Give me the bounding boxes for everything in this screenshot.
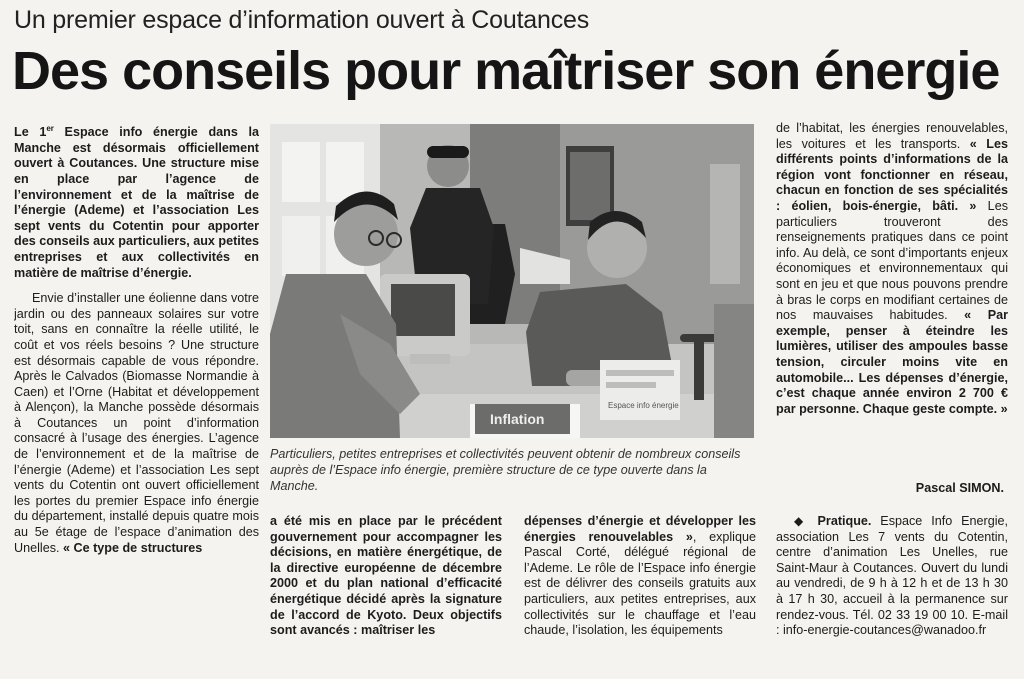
practical-info-label: Pratique. (808, 514, 872, 528)
diamond-bullet-icon: ◆ (794, 514, 809, 528)
photo-sign-text: Inflation (490, 411, 545, 427)
column-1-text: Envie d’installer une éolienne dans votre jardin ou des panneaux solaires sur votre toit, sans en connaître la réelle utilité, le coût et vos réels besoins ? Une structure est désormais capable de vous répondre. Après le Calvados (Biomasse Normandie à Caen) et l’Orne (Habitat et développement à Alençon), la Manche possède désormais à Coutances un point d’information consacré à l’usage des énergies. L’agence de l’environnement et de la maîtrise de l’énergie (Ademe) et l’association Les sept vents du Cotentin ont ouvert officiellement les portes du premier Espace info énergie du département, installé depuis quatre mois au 5e étage de l’espace d’animation des Unelles. (14, 291, 259, 555)
lead-superscript: er (46, 124, 54, 133)
column-4 (776, 121, 1008, 473)
article-headline: Des conseils pour maîtriser son énergie (12, 41, 1000, 101)
column-2-text: a été mis en place par le précédent gouvernement pour accompagner les décisions, en matière énergétique, de la directive européenne de décembre 2000 et du plan national d’efficacité énergétique décidé après la signature de l’accord de Kyoto. Deux objectifs sont avancés : maîtriser les (270, 514, 502, 638)
column-3-text: , explique Pascal Corté, délégué régional de l’Ademe. Le rôle de l’Espace info énergie est de délivrer des conseils gratuits aux particuliers, aux petites entreprises, aux collectivités sur le chauffage et l’eau chaude, l’isolation, les équipements (524, 529, 756, 638)
column-4-quote-2: « Par exemple, penser à éteindre les lumières, utiliser des ampoules basse tension, circuler moins vite en automobile... Les dépenses d’énergie, c’est chaque année environ 2 700 € par personne. Chaque geste compte. » (776, 308, 1008, 416)
column-1-quote: « Ce type de structures (63, 540, 203, 555)
practical-info (776, 514, 1008, 674)
column-4-text-1: de l’habitat, les énergies renouvelables, les voitures et les transports. (776, 121, 1008, 151)
article-photo (270, 124, 754, 438)
column-1-body (14, 291, 259, 556)
column-2 (270, 514, 502, 674)
column-4-text-2: Les particuliers trouveront des renseignements pratiques dans ce point info. Au delà, ce sont d’importants enjeux économiques et environnementaux qui sont en jeu et que nous pouvons prendre à bras le corps en modifiant certaines de nos mauvaises habitudes. (776, 198, 1008, 323)
author-signature: Pascal SIMON. (915, 481, 1004, 495)
column-4-paragraph (776, 121, 1008, 417)
practical-info-text: Espace Info Energie, association Les 7 vents du Cotentin, centre d’animation Les Unelles, rue Saint-Maur à Coutances. Ouvert du lundi au vendredi, de 9 h à 12 h et de 13 h 30 à 17 h 30, accueil à la permanence sur rendez-vous. Tél. 02 33 19 00 10. E-mail : info-energie-coutances@wanadoo.fr (776, 514, 1008, 638)
article-kicker: Un premier espace d’information ouvert à Coutances (14, 6, 590, 34)
photo-caption: Particuliers, petites entreprises et collectivités peuvent obtenir de nombreux conseils auprès de l’Espace info énergie, première structure de ce type ouverte dans la Manche. (270, 447, 741, 493)
column-3 (524, 514, 756, 674)
lead-text-a: Le 1 (14, 125, 47, 140)
column-4-quote-1: « Les différents points d’informations de la région vont fonctionner en réseau, chacun en fonction de ses spécialités : éolien, bois-énergie, bâti. » (776, 136, 1008, 213)
column-3-quote: dépenses d’énergie et développer les énergies renouvelables » (524, 514, 756, 544)
column-1 (14, 121, 259, 676)
lead-text-b: Espace info énergie dans la Manche est désormais officiellement ouvert à Coutances. Une structure mise en place par l’agence de l’environnement et de la maîtrise de l’énergie (Ademe) et l’association Les sept vents du Cotentin pour apporter des conseils aux particuliers, aux petites entreprises et aux collectivités en matière de maîtrise d’énergie. (14, 125, 259, 280)
photo-illustration (270, 124, 754, 438)
column-3-paragraph (524, 514, 756, 639)
practical-info-paragraph (776, 514, 1008, 639)
article-lead (14, 121, 259, 281)
photo-binder-text: Espace info énergie (608, 401, 679, 410)
